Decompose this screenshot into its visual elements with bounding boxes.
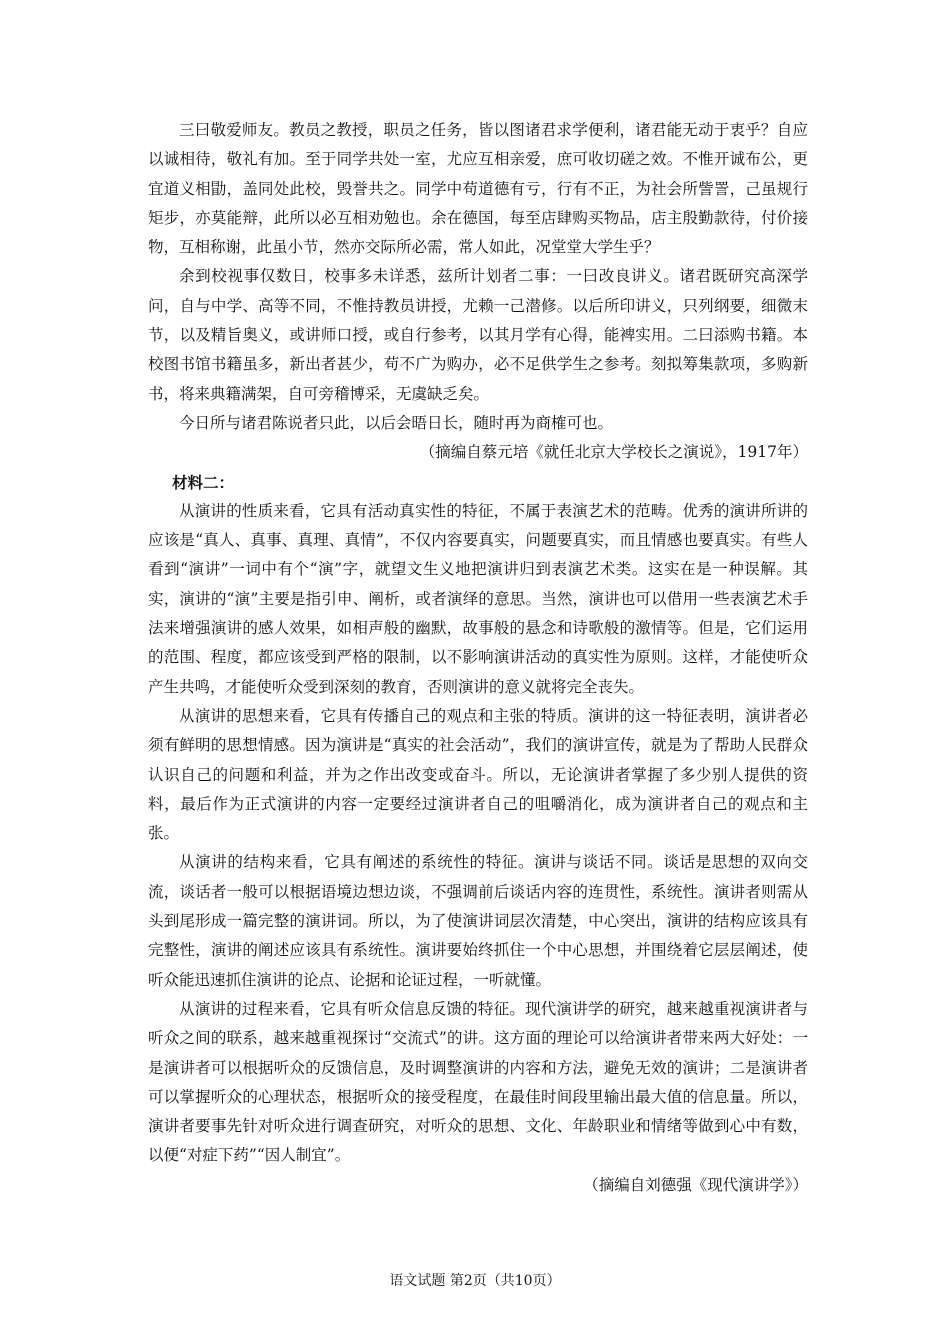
material2-paragraph-3: 从演讲的结构来看，它具有阐述的系统性的特征。演讲与谈话不同。谈话是思想的双向交流，谈话者一般可以根据语境边想边谈，不强调前后谈话内容的连贯性，系统性。演讲者则需从头到尾形成一篇完整的演讲词。所以，为了使演讲词层次清楚，中心突出，演讲的结构应该具有完整性，演讲的阐述应该具有系统性。演讲要始终抓住一个中心思想，并围绕着它层层阐述，使听众能迅速抓住演讲的论点、论据和论证过程，一听就懂。 bbox=[148, 853, 808, 989]
material2-paragraph-2: 从演讲的思想来看，它具有传播自己的观点和主张的特质。演讲的这一特征表明，演讲者必须有鲜明的思想情感。因为演讲是“真实的社会活动”，我们的演讲宣传，就是为了帮助人民群众认识自己的问题和利益，并为之作出改变或奋斗。所以，无论演讲者掌握了多少别人提供的资料，最后作为正式演讲的内容一定要经过演讲者自己的咀嚼消化，成为演讲者自己的观点和主张。 bbox=[148, 706, 808, 843]
material1-paragraph-1: 三曰敬爱师友。教员之教授，职员之任务，皆以图诸君求学便利，诸君能无动于衷乎？自应以诚相待，敬礼有加。至于同学共处一室，尤应互相亲爱，庶可收切磋之效。不惟开诚布公，更宜道义相勖，盖同处此校，毁誉共之。同学中苟道德有亏，行有不正，为社会所訾詈，己虽规行矩步，亦莫能辩，此所以必互相劝勉也。余在德国，每至店肆购买物品，店主殷勤款待，付价接物，互相称谢，此虽小节，然亦交际所必需，常人如此，况堂堂大学生乎？ bbox=[148, 121, 808, 257]
material2-source: （摘编自刘德强《现代演讲学》） bbox=[583, 1175, 808, 1194]
material2-paragraph-4: 从演讲的过程来看，它具有听众信息反馈的特征。现代演讲学的研究，越来越重视演讲者与听众之间的联系，越来越重视探讨“交流式”的讲。这方面的理论可以给演讲者带来两大好处：一是演讲者可以根据听众的反馈信息，及时调整演讲的内容和方法，避免无效的演讲；二是演讲者可以掌握听众的心理状态，根据听众的接受程度，在最佳时间段里输出最大值的信息量。所以，演讲者要事先针对听众进行调查研究，对听众的思想、文化、年龄职业和情绪等做到心中有数，以便“对症下药”“因人制宜”。 bbox=[148, 999, 808, 1165]
material1-paragraph-3: 今日所与诸君陈说者只此，以后会晤日长，随时再为商榷可也。 bbox=[179, 413, 614, 432]
material2-heading: 材料二： bbox=[172, 472, 235, 492]
material1-source: （摘编自蔡元培《就任北京大学校长之演说》，1917年） bbox=[419, 443, 808, 462]
material1-paragraph-2: 余到校视事仅数日，校事多未详悉，兹所计划者二事：一曰改良讲义。诸君既研究高深学问，自与中学、高等不同，不惟持教员讲授，尤赖一己潜修。以后所印讲义，只列纲要，细微末节，以及精旨奥义，或讲师口授，或自行参考，以其月学有心得，能裨实用。二曰添购书籍。本校图书馆书籍虽多，新出者甚少，苟不广为购办，必不足供学生之参考。刻拟筹集款项，多购新书，将来典籍满架，自可旁稽博采，无虞缺乏矣。 bbox=[148, 267, 808, 403]
material2-paragraph-1: 从演讲的性质来看，它具有活动真实性的特征，不属于表演艺术的范畴。优秀的演讲所讲的应该是“真人、真事、真理、真情”，不仅内容要真实，问题要真实，而且情感也要真实。有些人看到“演讲”一词中有个“演”字，就望文生义地把演讲归到表演艺术类。这实在是一种误解。其实，演讲的“演”主要是指引申、阐析，或者演绎的意思。当然，演讲也可以借用一些表演艺术手法来增强演讲的感人效果，如相声般的幽默，故事般的悬念和诗歌般的激情等。但是，它们运用的范围、程度，都应该受到严格的限制，以不影响演讲活动的真实性为原则。这样，才能使听众产生共鸣，才能使听众受到深刻的教育，否则演讲的意义就将完全丧失。 bbox=[148, 501, 808, 696]
page-footer: 语文试题 第2页（共10页） bbox=[389, 1273, 561, 1289]
page-content bbox=[148, 116, 808, 1200]
